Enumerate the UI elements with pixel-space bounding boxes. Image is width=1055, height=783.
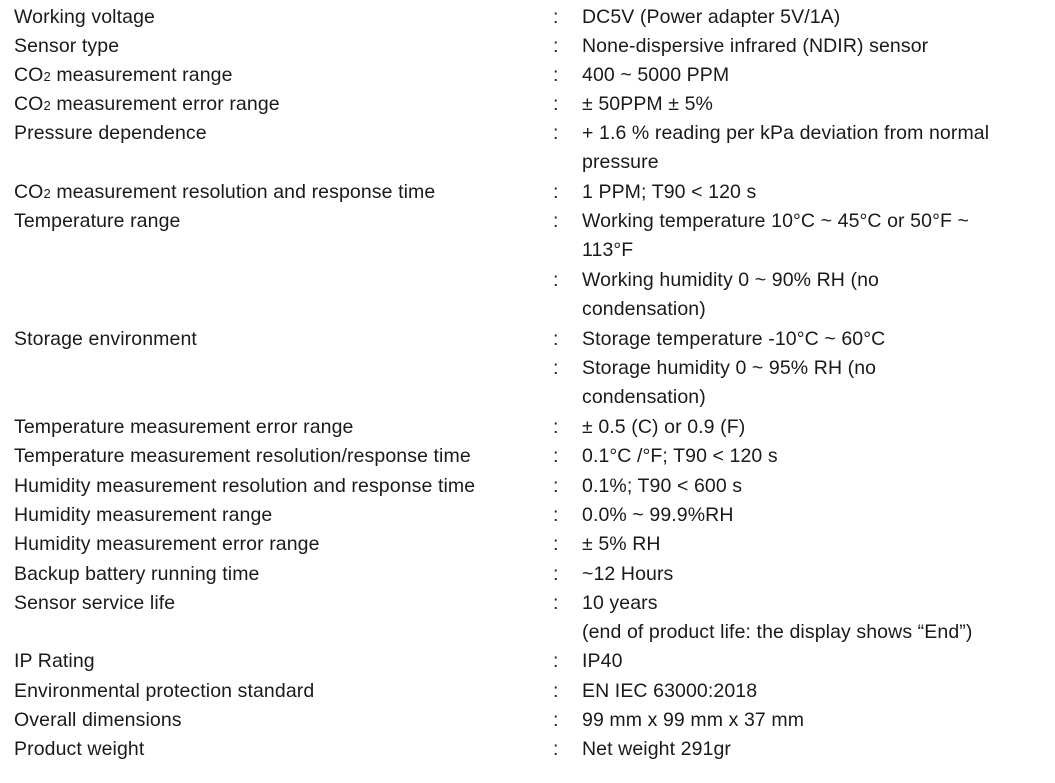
spec-label: Sensor service life [14, 592, 176, 614]
label-subscript: 2 [43, 98, 51, 113]
spec-value-line: Storage temperature -10°C ~ 60°C [582, 328, 886, 350]
spec-value-line: IP40 [582, 650, 623, 672]
label-prefix: CO [14, 181, 44, 203]
spec-value [582, 413, 1052, 442]
spec-value-line: ~12 Hours [582, 563, 674, 585]
spec-label: IP Rating [14, 650, 95, 672]
spec-value-line: (end of product life: the display shows “End”) [582, 621, 973, 644]
spec-value-line: 400 ~ 5000 PPM [582, 64, 730, 86]
spec-value [582, 442, 1052, 471]
spec-value [582, 32, 1052, 61]
spec-value [582, 354, 1052, 413]
spec-label: Storage environment [14, 328, 197, 350]
spec-value-line: Storage humidity 0 ~ 95% RH (no [582, 357, 877, 379]
separator-colon: : [553, 122, 559, 144]
spec-label: Temperature range [14, 210, 181, 232]
separator-colon: : [553, 64, 559, 86]
spec-label [14, 61, 233, 91]
separator-colon: : [553, 93, 559, 115]
spec-value-line: None-dispersive infrared (NDIR) sensor [582, 35, 929, 57]
spec-label [14, 90, 280, 120]
separator-colon: : [553, 563, 559, 585]
separator-colon: : [553, 181, 559, 203]
spec-value [582, 589, 1052, 648]
separator-colon: : [553, 592, 559, 614]
spec-value [582, 647, 1052, 676]
spec-value [582, 472, 1052, 501]
spec-value [582, 266, 1052, 325]
spec-value-line: EN IEC 63000:2018 [582, 680, 758, 702]
spec-value [582, 735, 1052, 764]
spec-value-line: pressure [582, 151, 659, 174]
spec-value [582, 61, 1052, 90]
spec-value [582, 90, 1052, 119]
spec-value-line: condensation) [582, 298, 706, 321]
separator-colon: : [553, 504, 559, 526]
spec-value-line: 113°F [582, 239, 634, 262]
spec-label: Sensor type [14, 35, 120, 57]
spec-value-line: Net weight 291gr [582, 738, 732, 760]
spec-value [582, 530, 1052, 559]
spec-value [582, 207, 1052, 266]
separator-colon: : [553, 445, 559, 467]
spec-label: Overall dimensions [14, 709, 182, 731]
spec-value-line: DC5V (Power adapter 5V/1A) [582, 6, 841, 28]
spec-label: Working voltage [14, 6, 155, 28]
spec-label: Temperature measurement error range [14, 416, 354, 438]
spec-value-line: 1 PPM; T90 < 120 s [582, 181, 757, 203]
spec-value-line: + 1.6 % reading per kPa deviation from normal [582, 122, 990, 144]
label-prefix: CO [14, 93, 44, 115]
separator-colon: : [553, 210, 559, 232]
separator-colon: : [553, 416, 559, 438]
spec-value-line: condensation) [582, 386, 706, 409]
spec-label: Backup battery running time [14, 563, 260, 585]
label-prefix: CO [14, 64, 44, 86]
spec-label: Environmental protection standard [14, 680, 315, 702]
separator-colon: : [553, 269, 559, 291]
spec-value [582, 677, 1052, 706]
separator-colon: : [553, 738, 559, 760]
spec-value-line: 0.0% ~ 99.9%RH [582, 504, 734, 526]
spec-value-line: 10 years [582, 592, 658, 614]
label-suffix: measurement error range [50, 93, 280, 115]
spec-value-line: ± 50PPM ± 5% [582, 93, 713, 115]
spec-value-line: Working temperature 10°C ~ 45°C or 50°F ~ [582, 210, 969, 232]
spec-value [582, 178, 1052, 207]
separator-colon: : [553, 709, 559, 731]
spec-label: Pressure dependence [14, 122, 207, 144]
spec-value [582, 501, 1052, 530]
separator-colon: : [553, 680, 559, 702]
label-subscript: 2 [43, 69, 51, 84]
separator-colon: : [553, 533, 559, 555]
spec-value [582, 3, 1052, 32]
separator-colon: : [553, 328, 559, 350]
separator-colon: : [553, 35, 559, 57]
spec-value-line: Working humidity 0 ~ 90% RH (no [582, 269, 879, 291]
label-subscript: 2 [43, 186, 51, 201]
spec-label: Temperature measurement resolution/response time [14, 445, 471, 467]
spec-value [582, 325, 1052, 354]
separator-colon: : [553, 650, 559, 672]
spec-label: Humidity measurement error range [14, 533, 320, 555]
spec-label: Humidity measurement resolution and response time [14, 475, 476, 497]
separator-colon: : [553, 357, 559, 379]
label-suffix: measurement resolution and response time [50, 181, 436, 203]
spec-value-line: ± 0.5 (C) or 0.9 (F) [582, 416, 746, 438]
separator-colon: : [553, 6, 559, 28]
spec-value-line: ± 5% RH [582, 533, 661, 555]
spec-value-line: 0.1%; T90 < 600 s [582, 475, 743, 497]
spec-label: Humidity measurement range [14, 504, 273, 526]
label-suffix: measurement range [50, 64, 233, 86]
spec-value [582, 560, 1052, 589]
spec-label [14, 178, 435, 208]
spec-value-line: 99 mm x 99 mm x 37 mm [582, 709, 805, 731]
separator-colon: : [553, 475, 559, 497]
spec-value [582, 706, 1052, 735]
spec-label: Product weight [14, 738, 145, 760]
spec-value-line: 0.1°C /°F; T90 < 120 s [582, 445, 778, 467]
spec-value [582, 119, 1052, 178]
